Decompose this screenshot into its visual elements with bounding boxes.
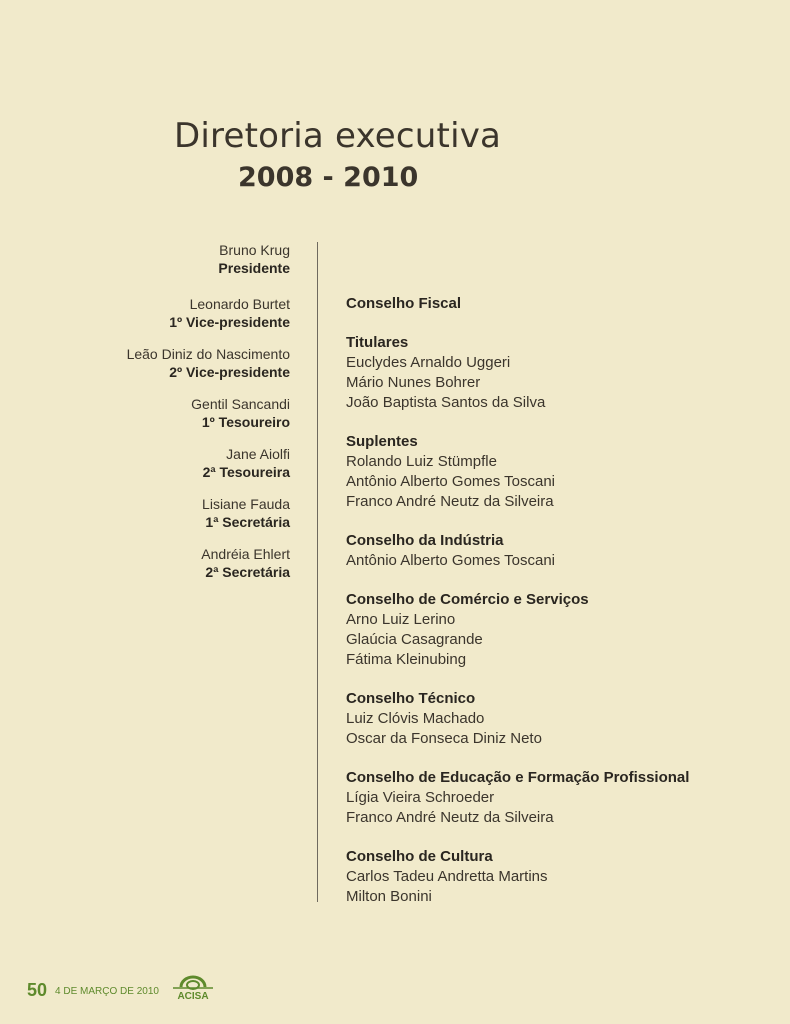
council-member: Franco André Neutz da Silveira	[346, 493, 554, 510]
column-divider	[317, 242, 318, 902]
council-heading: Conselho Fiscal	[346, 295, 462, 312]
council-member: Mário Nunes Bohrer	[346, 374, 481, 391]
executive-member	[0, 345, 290, 381]
council-educacao	[346, 768, 766, 828]
executive-member	[0, 445, 290, 481]
executive-member	[0, 295, 290, 331]
council-member: João Baptista Santos da Silva	[346, 394, 546, 411]
member-role: Presidente	[218, 260, 290, 276]
member-role: 2º Vice-presidente	[169, 364, 290, 380]
member-name: Lisiane Fauda	[202, 496, 290, 512]
member-role: 1º Tesoureiro	[201, 414, 290, 430]
council-member: Rolando Luiz Stümpfle	[346, 453, 497, 470]
council-heading: Conselho de Comércio e Serviços	[346, 591, 589, 608]
acisa-logo	[169, 974, 217, 1000]
council-tecnico	[346, 689, 766, 749]
suplentes-heading: Suplentes	[346, 433, 418, 450]
council-member: Antônio Alberto Gomes Toscani	[346, 473, 556, 490]
member-name: Andréia Ehlert	[201, 546, 290, 562]
council-member: Oscar da Fonseca Diniz Neto	[346, 730, 542, 747]
logo-text: ACISA	[177, 991, 209, 1000]
member-name: Gentil Sancandi	[191, 396, 290, 412]
council-heading: Conselho Técnico	[346, 690, 476, 707]
executive-member	[0, 545, 290, 581]
council-member: Fátima Kleinubing	[346, 651, 467, 668]
member-name: Bruno Krug	[219, 242, 290, 258]
page-title: Diretoria executiva	[174, 116, 502, 156]
executive-member	[0, 241, 290, 277]
member-role: 2ª Tesoureira	[202, 464, 290, 480]
member-name: Leonardo Burtet	[189, 296, 290, 312]
member-role: 2ª Secretária	[205, 564, 290, 580]
council-member: Luiz Clóvis Machado	[346, 710, 485, 727]
issue-date: 4 DE MARÇO DE 2010	[55, 986, 159, 997]
page-number: 50	[27, 980, 48, 1000]
member-name: Jane Aiolfi	[226, 446, 290, 462]
acisa-logo-icon	[169, 974, 217, 1000]
council-heading: Conselho da Indústria	[346, 532, 504, 549]
council-comercio	[346, 590, 766, 670]
council-member: Milton Bonini	[346, 888, 432, 905]
council-industria	[346, 531, 766, 571]
council-cultura	[346, 847, 766, 907]
council-member: Franco André Neutz da Silveira	[346, 809, 554, 826]
titulares-heading: Titulares	[346, 334, 409, 351]
council-fiscal	[346, 294, 766, 512]
member-name: Leão Diniz do Nascimento	[126, 346, 290, 362]
council-member: Arno Luiz Lerino	[346, 611, 456, 628]
executive-member	[0, 395, 290, 431]
council-member: Antônio Alberto Gomes Toscani	[346, 552, 556, 569]
council-member: Carlos Tadeu Andretta Martins	[346, 868, 548, 885]
page-period: 2008 - 2010	[238, 162, 419, 193]
council-heading: Conselho de Educação e Formação Profissional	[346, 769, 690, 786]
council-member: Lígia Vieira Schroeder	[346, 789, 495, 806]
council-member: Euclydes Arnaldo Uggeri	[346, 354, 511, 371]
council-heading: Conselho de Cultura	[346, 848, 493, 865]
councils-list	[346, 294, 766, 926]
member-role: 1º Vice-presidente	[169, 314, 290, 330]
executive-list	[0, 241, 290, 595]
executive-member	[0, 495, 290, 531]
member-role: 1ª Secretária	[205, 514, 290, 530]
council-member: Glaúcia Casagrande	[346, 631, 483, 648]
page-footer	[27, 974, 217, 1000]
